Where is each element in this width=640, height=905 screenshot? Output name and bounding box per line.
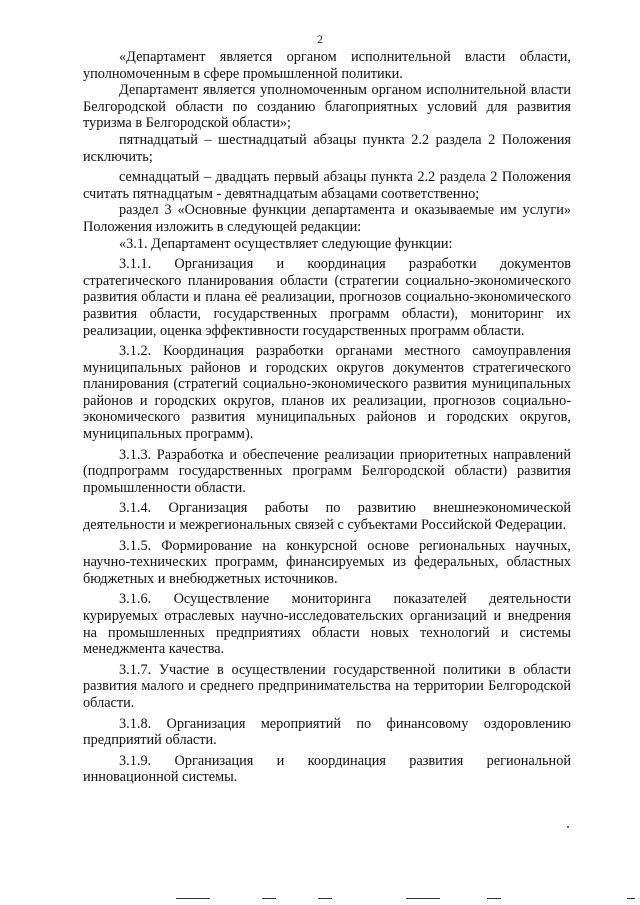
scan-speck <box>567 826 569 828</box>
paragraph-functions-heading: «3.1. Департамент осуществляет следующие функции: <box>119 235 453 252</box>
paragraph-function-3-1-8: 3.1.8. Организация мероприятий по финансовому оздоровлению предприятий области. <box>83 715 571 749</box>
paragraph-renumber-clauses: семнадцатый – двадцать первый абзацы пункта 2.2 раздела 2 Положения считать пятнадцатым - девятнадцатым абзацами соответственно; <box>83 169 571 202</box>
paragraph-function-3-1-9: 3.1.9. Организация и координация развития региональной инновационной системы. <box>83 752 571 786</box>
page-number: 2 <box>317 32 323 46</box>
paragraph-exclude-clauses: пятнадцатый – шестнадцатый абзацы пункта 2.2 раздела 2 Положения исключить; <box>83 131 571 165</box>
paragraph-department-tourism: Департамент является уполномоченным органом исполнительной власти Белгородской области по созданию благоприятных условий для развития туризма в Белгородской области»; <box>83 82 571 132</box>
paragraph-section-3-intro: раздел 3 «Основные функции департамента и оказываемые им услуги» Положения изложить в следующей редакции: <box>83 202 571 235</box>
scan-edge-marks <box>0 895 640 899</box>
scan-mark <box>627 898 635 899</box>
paragraph-function-3-1-5: 3.1.5. Формирование на конкурсной основе региональных научных, научно-технических программ, финансируемых из федеральных, областных бюджетных и внебюджетных источников. <box>83 537 571 587</box>
paragraph-function-3-1-1: 3.1.1. Организация и координация разработки документов стратегического планирования области (стратегии социально-экономического развития области и плана её реализации, прогнозов социально-экономического развития области, государственных программ области), мониторинг их реализации, оценка эффективности государственных программ области. <box>83 256 571 339</box>
paragraph-function-3-1-4: 3.1.4. Организация работы по развитию внешнеэкономической деятельности и межрегиональных связей с субъектами Российской Федерации. <box>83 500 571 534</box>
scan-mark <box>406 898 440 899</box>
document-body <box>83 49 571 786</box>
scan-mark <box>487 898 501 899</box>
paragraph-function-3-1-2: 3.1.2. Координация разработки органами местного самоуправления муниципальных районов и городских округов документов стратегического планирования (стратегий социально-экономического развития муниципальных районов и городских округов, планов их реализации, прогнозов социально-экономического развития муниципальных районов и городских округов, муниципальных программ). <box>83 343 571 443</box>
scan-mark <box>318 898 332 899</box>
scan-mark <box>262 898 276 899</box>
paragraph-department-status: «Департамент является органом исполнительной власти области, уполномоченным в сфере промышленной политики. <box>83 49 571 82</box>
paragraph-function-3-1-3: 3.1.3. Разработка и обеспечение реализации приоритетных направлений (подпрограмм государственных программ Белгородской области) развития промышленности области. <box>83 446 571 496</box>
scan-mark <box>176 898 210 899</box>
paragraph-function-3-1-6: 3.1.6. Осуществление мониторинга показателей деятельности курируемых отраслевых научно-исследовательских организаций и внедрения на промышленных предприятиях области новых технологий и системы менеджмента качества. <box>83 591 571 658</box>
paragraph-function-3-1-7: 3.1.7. Участие в осуществлении государственной политики в области развития малого и среднего предпринимательства на территории Белгородской области. <box>83 661 571 711</box>
